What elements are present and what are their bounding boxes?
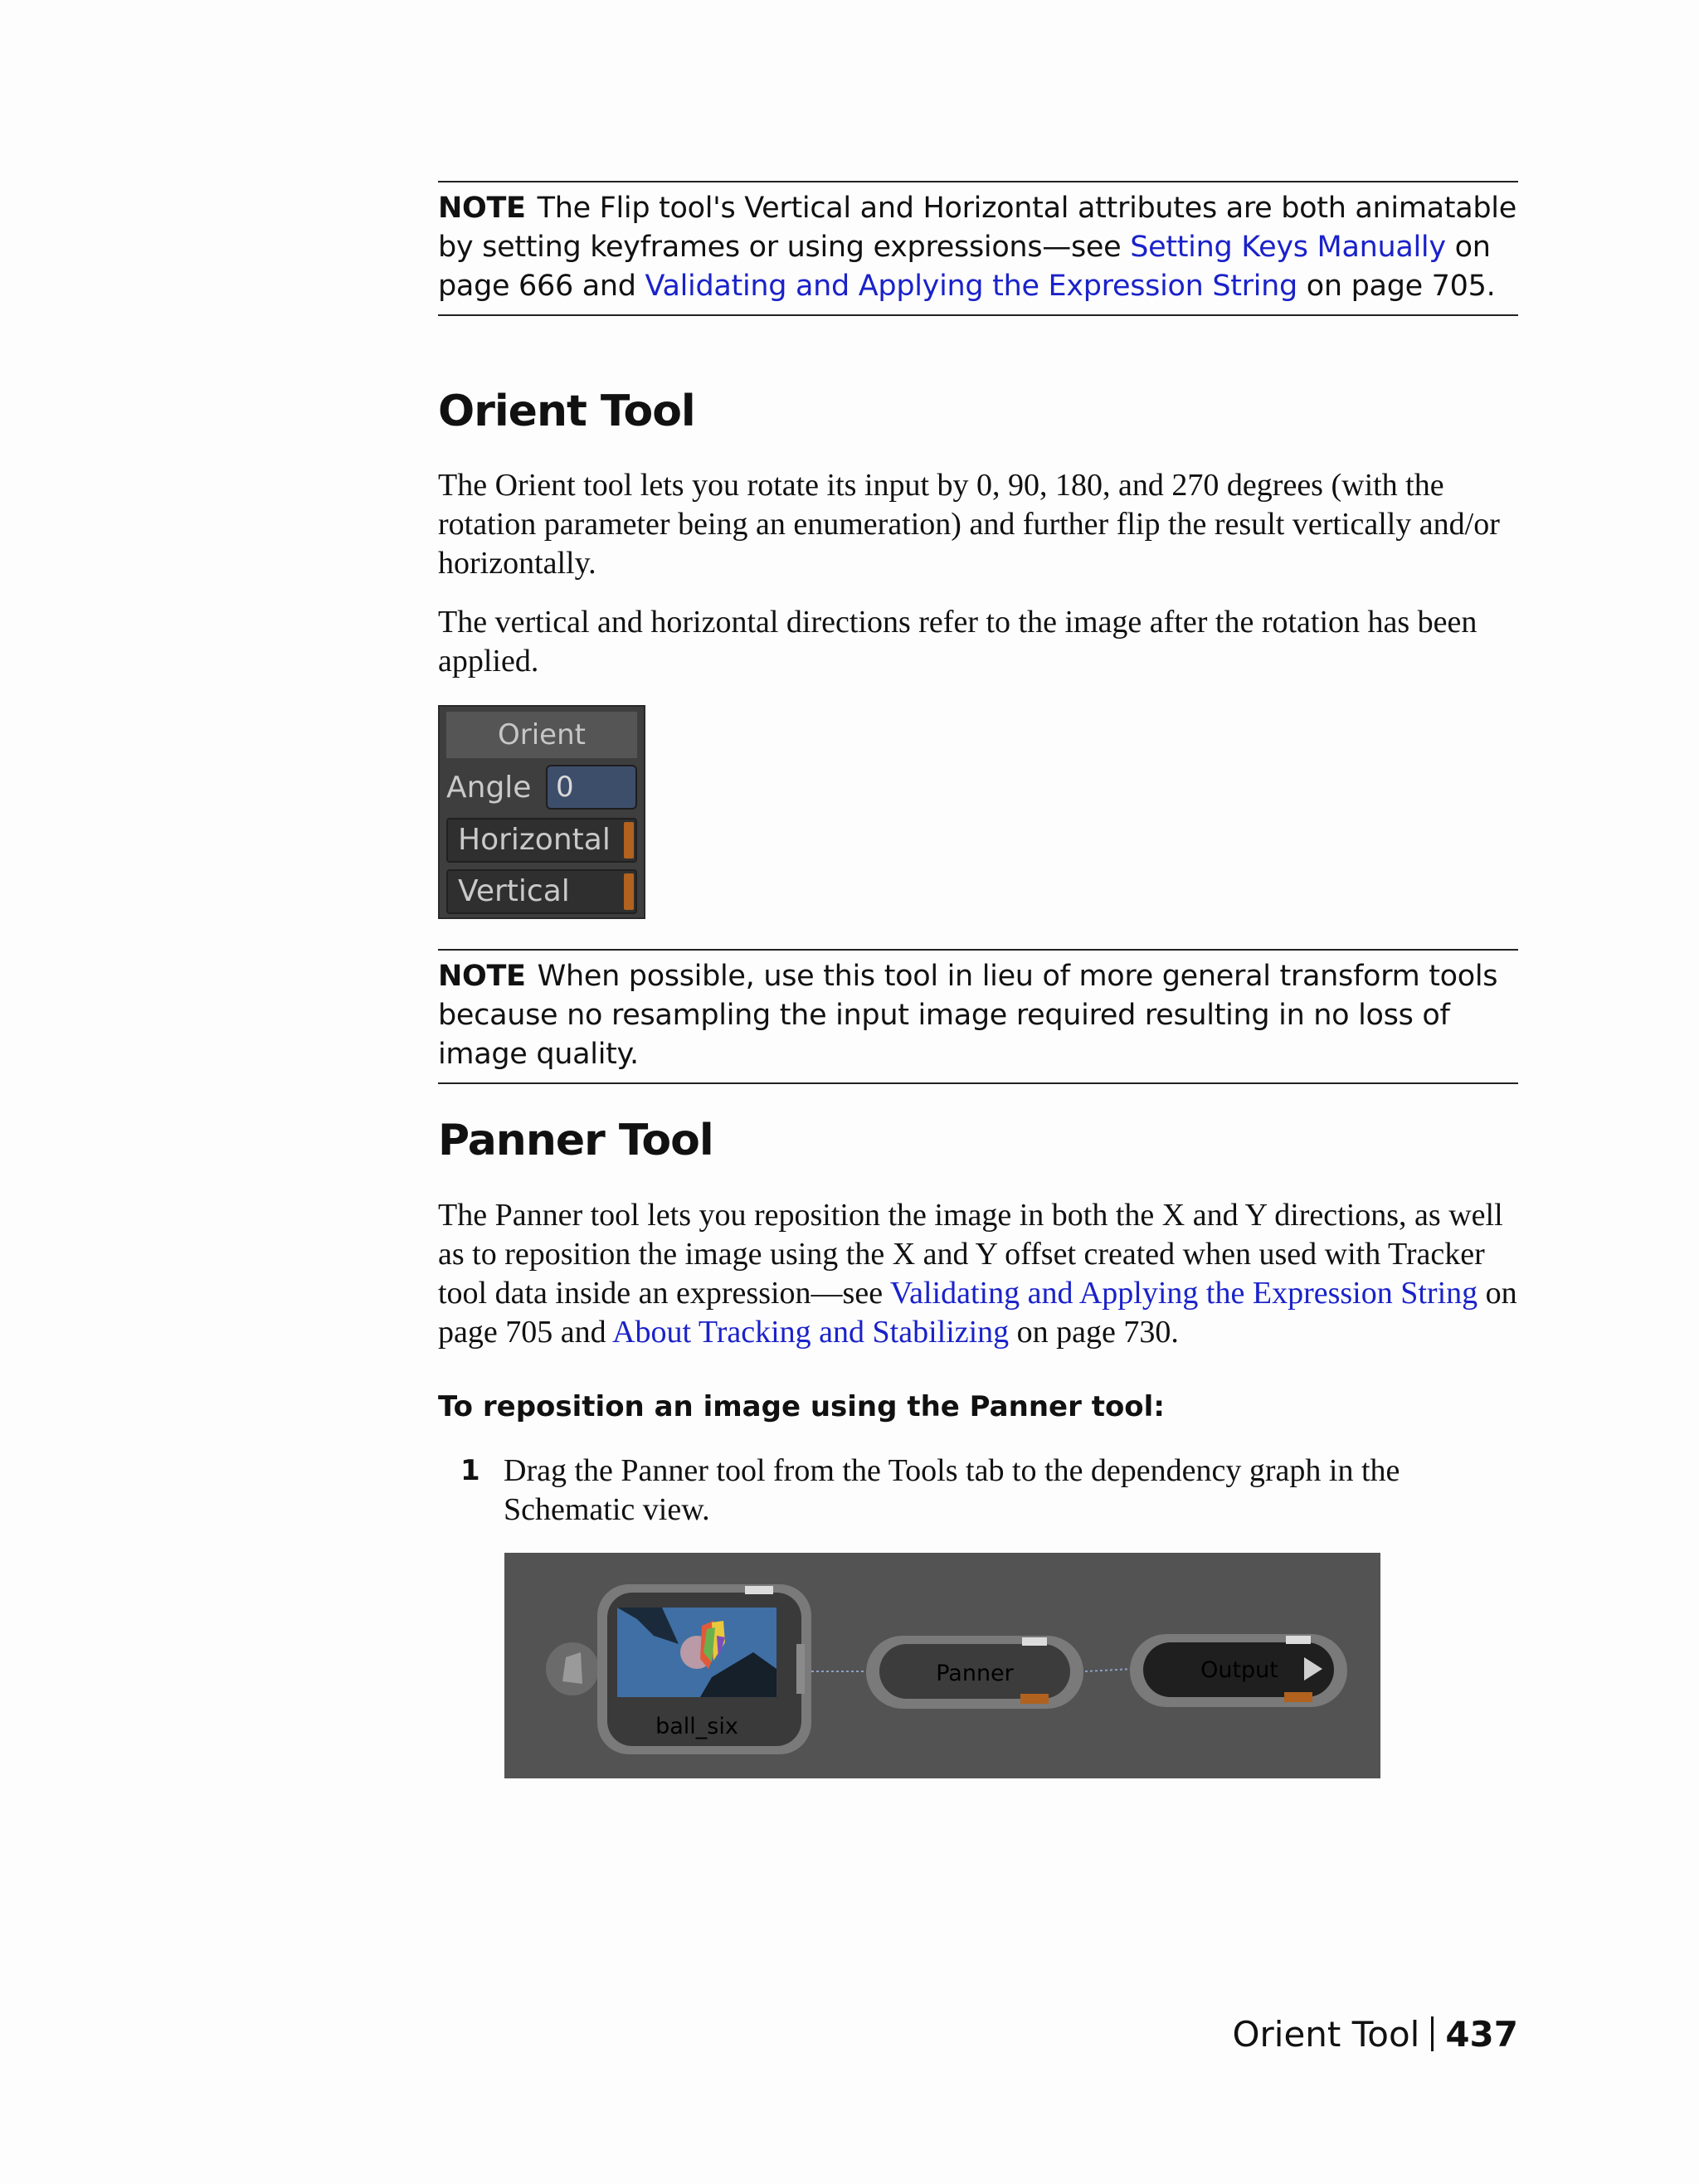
page-number: 437 <box>1445 2014 1518 2055</box>
note-resampling <box>438 949 1518 1084</box>
panner-text: The Panner tool lets you reposition the image in both the X and Y directions, as well as to reposition the image using the X and Y offset created when used with Tracker tool data inside an expression—see <box>438 1198 1503 1311</box>
vertical-toggle-button[interactable] <box>446 869 637 914</box>
panner-text: on page 705 and <box>438 1276 1517 1350</box>
panner-node-label: Panner <box>936 1661 1014 1686</box>
note-text: The Flip tool's Vertical and Horizontal attributes are both animatable by setting keyframes or using expressions—see <box>438 192 1516 264</box>
panner-node[interactable] <box>866 1636 1083 1709</box>
output-indicator <box>1284 1692 1312 1702</box>
horizontal-indicator <box>624 822 634 859</box>
orient-tool-panel <box>438 705 645 919</box>
output-node[interactable] <box>1130 1634 1347 1707</box>
panner-output-indicator <box>1020 1694 1049 1704</box>
link-about-tracking[interactable]: About Tracking and Stabilizing <box>612 1315 1010 1350</box>
link-validating-expression-string[interactable]: Validating and Applying the Expression String <box>645 270 1297 303</box>
orient-panel-title: Orient <box>446 712 637 758</box>
panner-text: on page 730. <box>1009 1315 1179 1350</box>
note-text: When possible, use this tool in lieu of more general transform tools because no resampling the input image required resulting in no loss of image quality. <box>438 960 1498 1071</box>
orient-paragraph-2: The vertical and horizontal directions refer to the image after the rotation has been applied. <box>438 605 1477 679</box>
note-flip-animatable <box>438 181 1518 316</box>
step-number: 1 <box>460 1454 480 1487</box>
schematic-view <box>504 1553 1380 1778</box>
note-text: on page 705. <box>1297 270 1496 303</box>
note-label: NOTE <box>438 960 526 993</box>
page-footer <box>1232 2014 1518 2055</box>
footer-section: Orient Tool <box>1232 2014 1420 2055</box>
step-text: Drag the Panner tool from the Tools tab to the dependency graph in the Schematic view. <box>504 1453 1400 1527</box>
vertical-indicator <box>624 873 634 910</box>
output-node-label: Output <box>1200 1657 1278 1683</box>
source-node-ball-six[interactable] <box>546 1584 811 1754</box>
angle-input[interactable]: 0 <box>546 765 637 810</box>
footer-divider <box>1431 2016 1434 2051</box>
heading-panner-tool: Panner Tool <box>438 1116 713 1165</box>
horizontal-toggle-button[interactable] <box>446 818 637 863</box>
connector-panner-output <box>1085 1669 1133 1671</box>
source-node-label: ball_six <box>655 1714 738 1739</box>
note-text: on page 666 and <box>438 231 1491 303</box>
procedure-title: To reposition an image using the Panner tool: <box>438 1390 1165 1423</box>
horizontal-label: Horizontal <box>458 823 611 857</box>
angle-label: Angle <box>446 771 532 805</box>
heading-orient-tool: Orient Tool <box>438 387 695 436</box>
note-label: NOTE <box>438 192 526 225</box>
link-validating-expression-string[interactable]: Validating and Applying the Expression String <box>889 1276 1478 1311</box>
panner-paragraph <box>438 1196 1518 1352</box>
orient-paragraph-1: The Orient tool lets you rotate its input by 0, 90, 180, and 270 degrees (with the rotation parameter being an enumeration) and further flip the result vertically and/or horizontally. <box>438 468 1500 581</box>
vertical-label: Vertical <box>458 874 570 908</box>
link-setting-keys-manually[interactable]: Setting Keys Manually <box>1130 231 1446 264</box>
